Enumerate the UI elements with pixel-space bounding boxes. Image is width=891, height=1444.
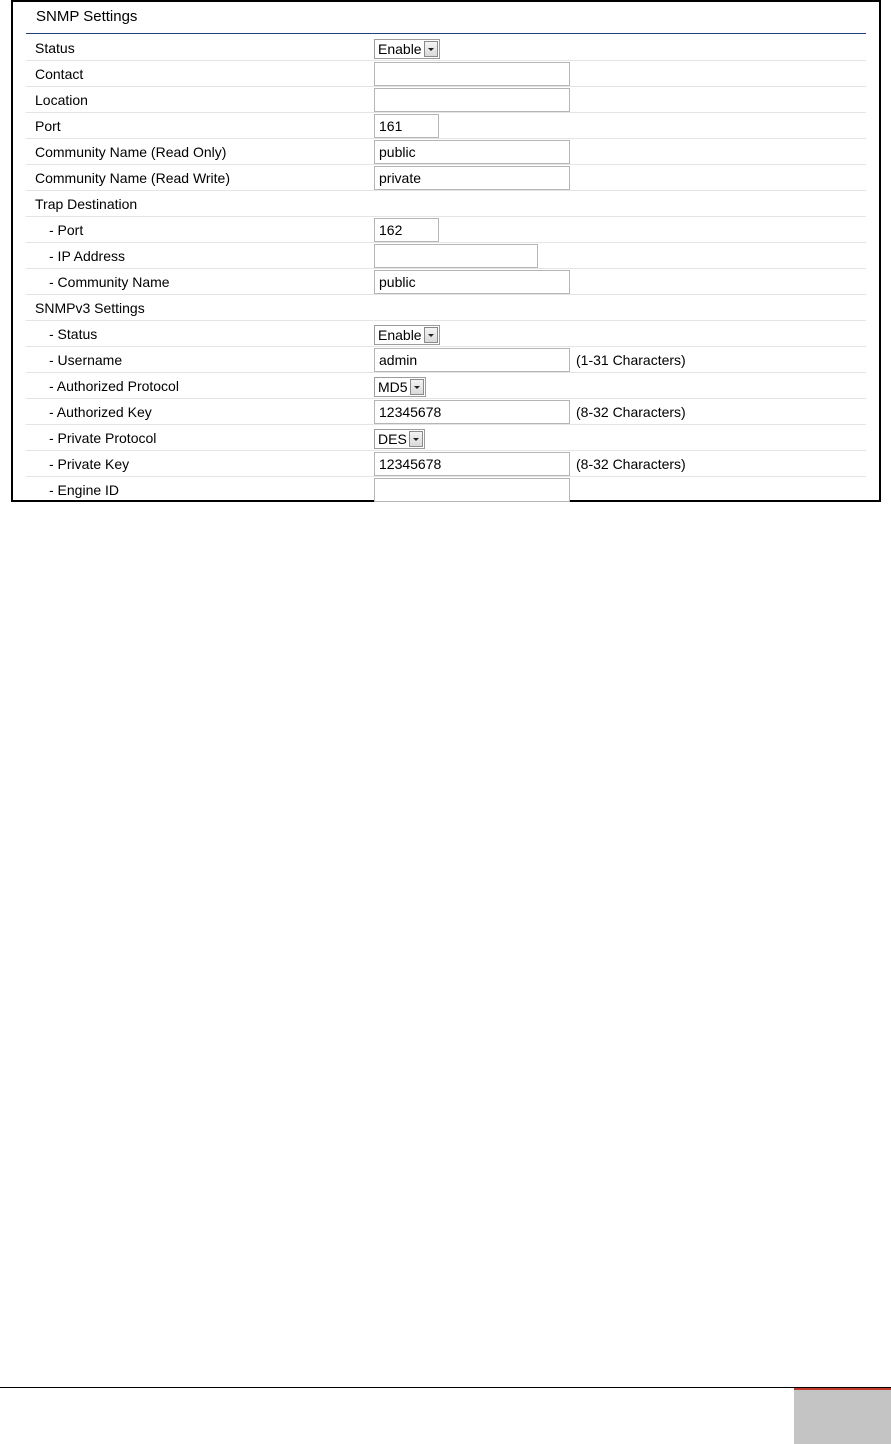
priv-key-input[interactable]: 12345678: [374, 452, 570, 476]
port-input[interactable]: 161: [374, 114, 439, 138]
row-port: [26, 113, 866, 139]
community-rw-label: Community Name (Read Write): [35, 170, 231, 186]
priv-key-hint: (8-32 Characters): [576, 456, 686, 472]
row-trap-community: [26, 269, 866, 295]
row-v3-auth-key: [26, 399, 866, 425]
v3-status-select[interactable]: [374, 325, 440, 345]
contact-input[interactable]: [374, 62, 570, 86]
row-contact: [26, 61, 866, 87]
row-v3-username: [26, 347, 866, 373]
auth-key-hint: (8-32 Characters): [576, 404, 686, 420]
row-v3-engine-id: [26, 477, 866, 503]
trap-community-label: - Community Name: [49, 274, 170, 290]
auth-protocol-select-value: MD5: [378, 379, 408, 395]
snmpv3-settings-heading: SNMPv3 Settings: [35, 300, 145, 316]
priv-protocol-select-value: DES: [378, 431, 407, 447]
trap-port-label: - Port: [49, 222, 84, 238]
settings-table: [26, 35, 866, 503]
chevron-down-icon[interactable]: [424, 327, 438, 343]
row-v3-status: [26, 321, 866, 347]
chevron-down-icon[interactable]: [410, 379, 424, 395]
community-rw-input[interactable]: private: [374, 166, 570, 190]
auth-key-input[interactable]: 12345678: [374, 400, 570, 424]
v3-username-label: - Username: [49, 352, 123, 368]
contact-label: Contact: [35, 66, 84, 82]
footer-divider: [0, 1387, 891, 1388]
trap-destination-heading: Trap Destination: [35, 196, 138, 212]
row-status: [26, 35, 866, 61]
row-community-rw: [26, 165, 866, 191]
v3-username-input[interactable]: admin: [374, 348, 570, 372]
row-v3-priv-protocol: [26, 425, 866, 451]
community-ro-label: Community Name (Read Only): [35, 144, 227, 160]
auth-protocol-select[interactable]: [374, 377, 426, 397]
row-trap-heading: [26, 191, 866, 217]
page-number-box: [794, 1388, 891, 1444]
engine-id-input[interactable]: [374, 478, 570, 502]
row-v3-auth-protocol: [26, 373, 866, 399]
trap-ip-input[interactable]: [374, 244, 538, 268]
title-divider: [26, 33, 866, 34]
status-select[interactable]: [374, 39, 440, 59]
chevron-down-icon[interactable]: [409, 431, 423, 447]
trap-port-input[interactable]: 162: [374, 218, 439, 242]
panel-title: SNMP Settings: [36, 8, 138, 25]
community-ro-input[interactable]: public: [374, 140, 570, 164]
row-v3-heading: [26, 295, 866, 321]
row-trap-ip: [26, 243, 866, 269]
row-location: [26, 87, 866, 113]
priv-protocol-label: - Private Protocol: [49, 430, 157, 446]
row-community-ro: [26, 139, 866, 165]
priv-protocol-select[interactable]: [374, 429, 425, 449]
v3-status-select-value: Enable: [378, 327, 422, 343]
port-label: Port: [35, 118, 61, 134]
row-trap-port: [26, 217, 866, 243]
location-label: Location: [35, 92, 88, 108]
location-input[interactable]: [374, 88, 570, 112]
chevron-down-icon[interactable]: [424, 41, 438, 57]
v3-status-label: - Status: [49, 326, 98, 342]
username-hint: (1-31 Characters): [576, 352, 686, 368]
priv-key-label: - Private Key: [49, 456, 130, 472]
engine-id-label: - Engine ID: [49, 482, 120, 498]
auth-key-label: - Authorized Key: [49, 404, 152, 420]
snmp-settings-panel: [11, 0, 881, 502]
status-select-value: Enable: [378, 41, 422, 57]
trap-community-input[interactable]: public: [374, 270, 570, 294]
trap-ip-label: - IP Address: [49, 248, 126, 264]
row-v3-priv-key: [26, 451, 866, 477]
status-label: Status: [35, 40, 75, 56]
auth-protocol-label: - Authorized Protocol: [49, 378, 179, 394]
